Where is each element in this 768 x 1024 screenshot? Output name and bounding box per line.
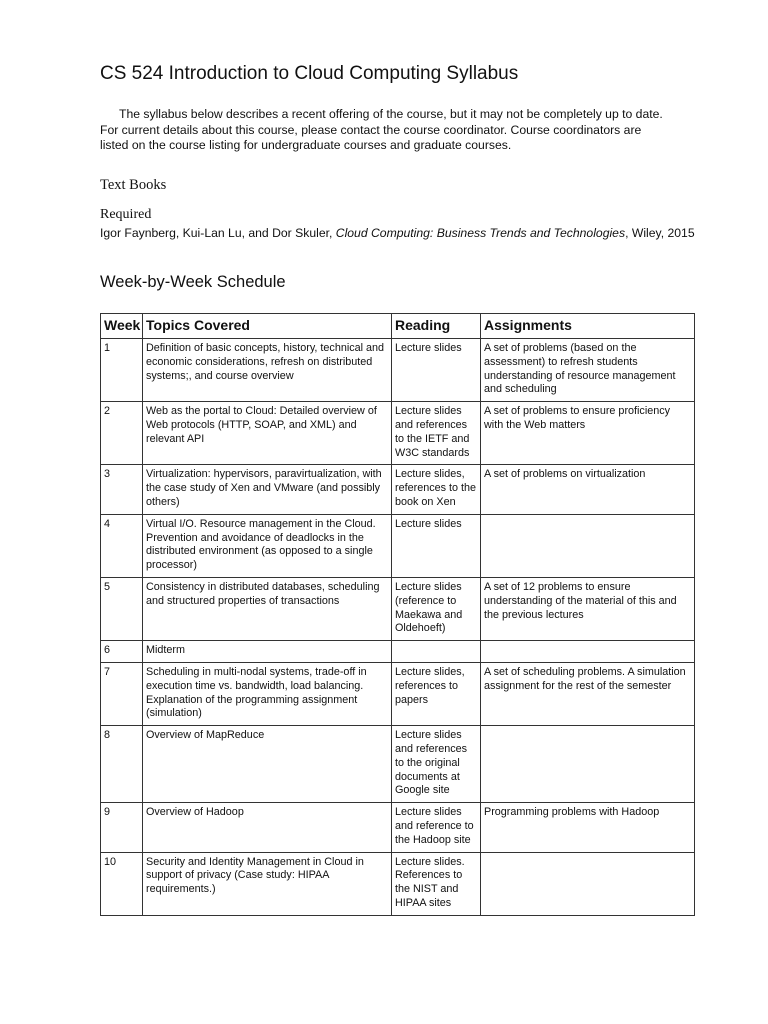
- cell-reading: Lecture slides (reference to Maekawa and Oldehoeft): [392, 577, 481, 640]
- cell-week: 9: [101, 803, 143, 852]
- schedule-body: [101, 339, 695, 916]
- cell-week: 1: [101, 339, 143, 402]
- cell-week: 3: [101, 465, 143, 514]
- cell-topic: Virtual I/O. Resource management in the Cloud. Prevention and avoidance of deadlocks in the distributed environment (as opposed to a single processor): [143, 514, 392, 577]
- table-row: [101, 726, 695, 803]
- cell-assignment: [481, 726, 695, 803]
- cell-week: 10: [101, 852, 143, 915]
- table-row: [101, 514, 695, 577]
- textbooks-heading: Text Books: [100, 177, 167, 193]
- header-reading: Reading: [392, 314, 481, 339]
- header-topics: Topics Covered: [143, 314, 392, 339]
- book-publisher: , Wiley, 2015: [625, 226, 695, 240]
- cell-topic: Midterm: [143, 641, 392, 663]
- cell-assignment: Programming problems with Hadoop: [481, 803, 695, 852]
- cell-topic: Virtualization: hypervisors, paravirtualization, with the case study of Xen and VMware (and possibly others): [143, 465, 392, 514]
- table-row: [101, 465, 695, 514]
- header-week: Week: [101, 314, 143, 339]
- cell-topic: Overview of MapReduce: [143, 726, 392, 803]
- cell-topic: Consistency in distributed databases, scheduling and structured properties of transactions: [143, 577, 392, 640]
- table-row: [101, 852, 695, 915]
- page-title: CS 524 Introduction to Cloud Computing Syllabus: [100, 63, 519, 84]
- cell-reading: [392, 641, 481, 663]
- cell-topic: Security and Identity Management in Cloud in support of privacy (Case study: HIPAA requirements.): [143, 852, 392, 915]
- cell-week: 8: [101, 726, 143, 803]
- cell-reading: Lecture slides, references to papers: [392, 662, 481, 725]
- book-authors: Igor Faynberg, Kui-Lan Lu, and Dor Skuler,: [100, 226, 336, 240]
- cell-topic: Scheduling in multi-nodal systems, trade-off in execution time vs. bandwidth, load balancing. Explanation of the programming assignment (simulation): [143, 662, 392, 725]
- cell-week: 6: [101, 641, 143, 663]
- book-title: Cloud Computing: Business Trends and Technologies: [335, 226, 626, 240]
- book-citation: [100, 225, 700, 241]
- cell-reading: Lecture slides: [392, 339, 481, 402]
- cell-assignment: A set of problems on virtualization: [481, 465, 695, 514]
- cell-topic: Definition of basic concepts, history, technical and economic considerations, refresh on distributed systems;, and course overview: [143, 339, 392, 402]
- cell-assignment: A set of problems to ensure proficiency with the Web matters: [481, 402, 695, 465]
- cell-assignment: A set of scheduling problems. A simulation assignment for the rest of the semester: [481, 662, 695, 725]
- required-label: Required: [100, 207, 152, 222]
- cell-reading: Lecture slides. References to the NIST and HIPAA sites: [392, 852, 481, 915]
- table-row: [101, 402, 695, 465]
- cell-assignment: [481, 514, 695, 577]
- cell-reading: Lecture slides, references to the book on Xen: [392, 465, 481, 514]
- cell-topic: Web as the portal to Cloud: Detailed overview of Web protocols (HTTP, SOAP, and XML) and relevant API: [143, 402, 392, 465]
- cell-week: 7: [101, 662, 143, 725]
- cell-reading: Lecture slides and references to the original documents at Google site: [392, 726, 481, 803]
- table-row: [101, 577, 695, 640]
- cell-assignment: [481, 641, 695, 663]
- intro-paragraph: [100, 107, 670, 154]
- cell-assignment: A set of problems (based on the assessment) to refresh students understanding of resource management and scheduling: [481, 339, 695, 402]
- cell-assignment: [481, 852, 695, 915]
- cell-week: 2: [101, 402, 143, 465]
- header-assignments: Assignments: [481, 314, 695, 339]
- table-row: [101, 662, 695, 725]
- intro-text: The syllabus below describes a recent offering of the course, but it may not be completely up to date. For current details about this course, please contact the course coordinator. Course coordinators are listed on the course listing for undergraduate courses and graduate courses.: [100, 107, 663, 152]
- schedule-table: [100, 313, 695, 916]
- cell-assignment: A set of 12 problems to ensure understanding of the material of this and the previous lectures: [481, 577, 695, 640]
- cell-topic: Overview of Hadoop: [143, 803, 392, 852]
- cell-reading: Lecture slides: [392, 514, 481, 577]
- table-header-row: [101, 314, 695, 339]
- table-row: [101, 339, 695, 402]
- cell-reading: Lecture slides and references to the IETF and W3C standards: [392, 402, 481, 465]
- cell-week: 4: [101, 514, 143, 577]
- cell-reading: Lecture slides and reference to the Hadoop site: [392, 803, 481, 852]
- schedule-heading: Week-by-Week Schedule: [100, 273, 286, 291]
- cell-week: 5: [101, 577, 143, 640]
- table-row: [101, 641, 695, 663]
- table-row: [101, 803, 695, 852]
